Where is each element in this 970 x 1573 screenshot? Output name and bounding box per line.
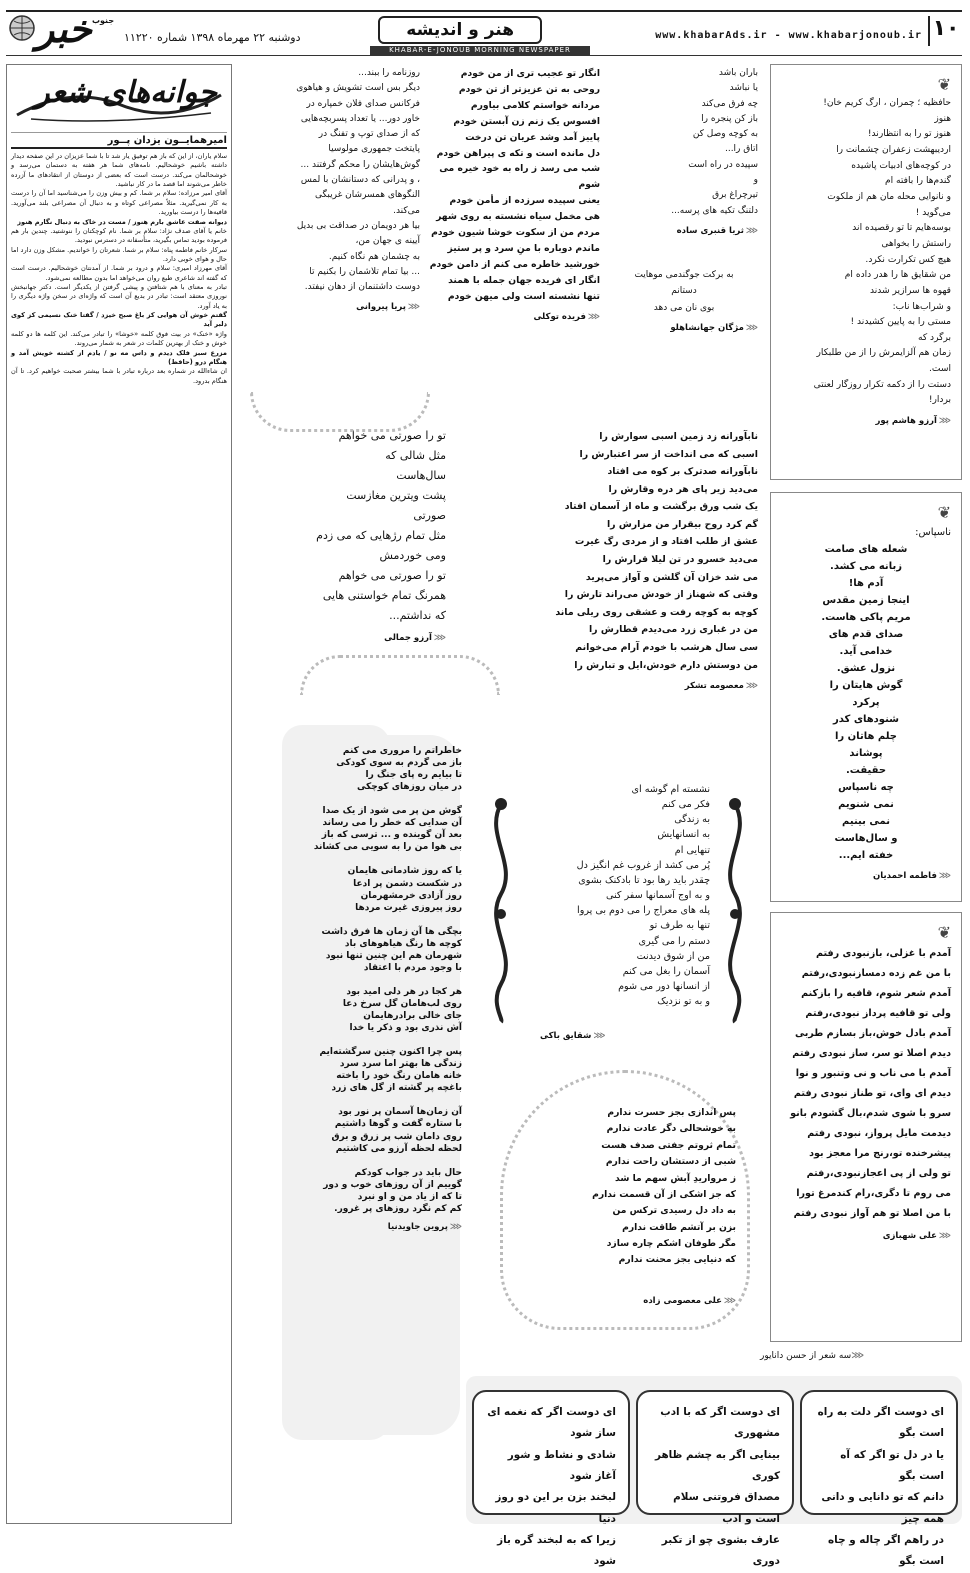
poem-mid5 <box>566 1105 736 1307</box>
poet-signature: ⋘ثریا قنبری ساده <box>676 225 758 236</box>
poem-mid1 <box>286 426 446 644</box>
quote-mark-icon: ⋘ <box>723 1295 736 1306</box>
floral-ornament-icon: ❦ <box>937 75 951 94</box>
floral-ornament-icon: ❦ <box>937 923 951 942</box>
masthead-strip: KHABAR-E-JONOUB MORNING NEWSPAPER <box>370 46 590 55</box>
poem-text: خاطراتم را مروری می کنم باز می گردم به سوی کودکی تا بیایم ره پای جنگ را در میان روزهای کوچکی گوش من پر می شود از یک صدا آن صدایی که خطر را می رساند بعد آن گوینده و ... ترسی که باز بی هوا من را به سویی می کشاند یا که روز شادمانی هایمان در شکست دشمن پر ادعا روز آزادی خرمشهرمان روز پیروزی غیرت مردها بچگی ها آن زمان ها فرق داشت کوچه ها رنگ هیاهوهای باد شهرمان هم این چنین تنها نبود با وجود مردم با اعتقاد هر کجا در هر دلی امید بود روی لب‌هامان گل سرخ دعا جای خالی برادرهایمان آش نذری بود و ذکر یا خدا پس چرا اکنون چنین سرگشته‌ایم زندگی ها بهتر اما سرد سرد خانه هامان رنگ خود را باخته باغچه پر گشته از گل های زرد آن زمان‌ها آسمان پر نور بود با ستاره گفت و گوها داشتیم روی دامان شب پر زرق و برق لحظه لحظه آرزو می کاشتیم حال باید در جواب کودکم گوییم از آن روزهای خوب و دور تا که از یاد من و او نبرد کم کم نگرد روزهای پر غرور. <box>313 746 462 1214</box>
quote-mark-icon: ⋘ <box>745 322 758 333</box>
sidebar-body <box>11 152 227 386</box>
dotted-ornament <box>300 655 500 695</box>
poem-text: باران باشد یا نباشد چه فرق می‌کند باز کن پنجره را به کوچه وصل کن اتاق را... سپیده در راه است و تیرچراغ برق دلتنگ تکیه های پرسه... <box>671 68 758 216</box>
quote-mark-icon: ⋘ <box>851 1351 865 1361</box>
poem-text: روزنامه را ببند... دیگر بس است تشویش و هیاهوی فرکانس صدای فلان خمپاره در خاور دور... یا تعداد پسربچه‌هایی که از صدای توپ و تفنگ در پایتخت جمهوری مولوسیا گوش‌هایشان را محکم گرفتند ... ، و پدرانی که دستانشان با لمس النگوهای همسرشان غریبگی می‌کند. بیا هر دویمان در صداقت بی بدیل آیینه ی جهان من، به چشمان هم نگاه کنیم. ... بیا تمام تلاشمان را بکنیم تا دوست داشتنمان از دهان نیفتد. <box>296 68 420 293</box>
section-title: هنر و اندیشه <box>378 16 542 44</box>
quote-mark-icon: ⋘ <box>938 1230 951 1241</box>
paragraph: واژه «خنک» در بیت فوق کلمه «خوشا» را تبادر می‌کند. این کلمه ها دو کلمه خوش و خنک از بهترین کلمات در شعر به شمار می‌روند. <box>11 329 227 348</box>
paragraph: ان شاءالله در شماره بعد درباره تبادر با شما بیشتر صحبت خواهیم کرد. تا آن هنگام بدرود. <box>11 367 227 385</box>
poem-text: پس اندازی بجز حسرت ندارم به خوشحالی دگر عادت ندارم تمام ثروتم جفتی صدف هست شبی از دستشان راحت ندارم ز مرواریدِ آبش سهم ما شد که جز اشکی از آن قسمت ندارم به داد دل رسیدی ترکس من بزن بر آتشم طاقت ندارم مگر طوفان اشکم چاره سازد که دنیایی بجز محنت ندارم <box>592 1107 736 1266</box>
quote-mark-icon: ⋘ <box>745 225 758 236</box>
issue-date: دوشنبه ۲۲ مهرماه ۱۳۹۸ شماره ۱۱۲۲۰ <box>124 31 301 44</box>
poem-text: تو را صورتی می خواهم مثل شالی که سال‌هاست پشت ویترین مغازست صورتی مثل تمام رژهایی که می زدم ومی خوردمش تو را صورتی می خواهم همرنگ تمام خواستنی هایی که نداشتم... <box>316 429 446 623</box>
quatrain-card: ای دوست اگر دلت به راه است بگو یا در دل تو اگر که آه است بگو دانم که تو دانایی و دانی همه چیز در راهم اگر چاله و چاه است بگو <box>800 1390 958 1515</box>
poem-text: انگار تو عجیب تری از من خودم روحی به تن عزیزتر از تن خودم مردانه خواستم کلامی بیاورم افسوس یک زنم زن آبستن خودم پاییز آمد وشد عریان تن درخت دل مانده است و تکه ی پیراهن خودم شب می رسد ز راه به خود خیره می شوم یعنی سپیده سرزده از مأمن خودم هی مخمل سیاه نشسته به روی شهر مردم من از سکوت خوشا شیون خودم ماندم دوباره با منِ سرد و پر ستیز خورشید خاطره می کنم از دامن خودم انگار ای فریده جهان جمله با همند تنها نشسته است ولی میهن خودم <box>429 68 600 302</box>
poet-signature: ⋘علی معصومی زاده <box>643 1295 736 1306</box>
quote-mark-icon: ⋘ <box>593 1031 606 1041</box>
site-urls[interactable]: www.khabarAds.ir - www.khabarjonoub.ir <box>655 30 922 41</box>
paragraph: سرکار خانم فاطمه پناه: سلام بر شما. شعرتان را خواندیم. مشکل وزن دارد اما حال و هوای خوبی دارد. <box>11 245 227 263</box>
verse: دیوانه صفت عاشق بارم هنوز / مست در خاک به دنبال نگارم هنوز <box>17 217 227 226</box>
quatrain-card: ای دوست اگر که نغمه ای ساز شود شادی و نشاط و شور آغاز شود لبخند بزن بر این دو روز دنیا زیرا که به لبخند گره باز شود <box>472 1390 630 1515</box>
poem-col2 <box>428 66 600 323</box>
poet-signature: ⋘فریده توکلی <box>533 311 600 322</box>
quote-mark-icon: ⋘ <box>407 302 420 313</box>
quatrain-card: ای دوست اگر که با ادب مشهوری بینایی اگر به چشم ظاهر کوری مصداق فروتنی سلام است و ادب عارف بشوی چو از تکبر دوری <box>636 1390 794 1515</box>
poem-mid2 <box>542 428 758 692</box>
sidebar-title: جوانه‌های شعر <box>35 75 217 110</box>
scroll-ornament-icon <box>484 794 518 1024</box>
poem-text: آمدم با غزلی، بازنبودی رفتم با من غم زده دمسازنبودی،رفتم آمدم شعر شوم، قافیه را بازکنم ولی تو قافیه پرداز نبودی،رفتم آمدم بادل خوش،باز بسازم طربی دیدم اصلا تو سر، ساز نبودی رفتم آمدم با می ناب و نی وتنبور و نوا دیدم ای وای، تو طناز نبودی رفتم سرو با شوی شدم،بال گشودم بانو دیدمت مایل پرواز، نبودی رفتم پیشرخنده تو،رنج مرا معجز بود تو ولی از پی اعجازنبودی،رفتم می روم تا دگری،رام کندمرغ تورا با من اصلا تو هم آواز نبودی رفتم <box>790 948 951 1219</box>
sidebar-column <box>6 64 232 1524</box>
quote-mark-icon: ⋘ <box>587 311 600 322</box>
paragraph: آقای امیر مرزاده: سلام بر شما. کم و بیش وزن را می‌شناسید اما آن را درست به کار نمی‌گیرید. مثلاً مصراعی کوتاه و به دنبال آن مصراعی بلند می‌آورید. قافیه‌ها را درست بیاورید. <box>11 189 227 217</box>
poem-text: شعله های صامت زبانه می کشد. آدم ها! اینجا زمین مقدس مریم پاکی هاست. صدای قدم های خدامی آید. نزول عشق. گوش هایتان را پرکرد شنودهای کدر چلم هاتان را پوشاند حقیقت. چه ناسپاس نمی شنویم نمی بینیم و سال‌هاست خفته ایم... <box>821 543 911 861</box>
poem-col3 <box>610 66 758 334</box>
quote-mark-icon: ⋘ <box>449 1221 462 1232</box>
logo-wordmark: خبر <box>36 6 92 51</box>
dotted-ornament <box>250 392 430 432</box>
header-rule <box>6 55 962 56</box>
poem-col1 <box>258 66 420 314</box>
quote-mark-icon: ⋘ <box>938 870 951 881</box>
poem-mid3 <box>302 745 462 1233</box>
poem-text: نشسته ام گوشه ای فکر می کنم به زندگی به انسانهایش تنهایی ام پُر می کشد از غروب غم انگیز دل چقدر باید رها بود تا بادکنک بشوی و به اوج آسمانها سفر کنی پله های معراج را می دوم بی پروا تنها به طرف تو دستم را می گیری من از شوق دیدنت آسمان را بغل می کنم از انسانها دور می شوم و به تو نزدیک <box>576 784 710 1008</box>
poet-signature: ⋘شقایق باکی <box>540 1031 606 1041</box>
bottom-credit: ⋘سه شعر از حسن دانایور <box>760 1351 865 1361</box>
poem-col5 <box>770 492 962 902</box>
paragraph: تبادر به معنای با هم شتافتن و پیشی گرفتن از یکدیگر است. دکتر جهانبخش نوروزی معتقد است: تبادر در بدیع آن است که واژه‌ای در سخن واژه دیگری را به یاد آورد. <box>11 283 227 310</box>
verse: گفتم خوش آن هوایی کز باغ صبح خیزد / گفتا خنک نسیمی کز کوی دلبر آید <box>11 311 227 329</box>
poet-signature: ⋘پروین جاویدنیا <box>387 1221 462 1232</box>
newspaper-logo <box>6 6 118 56</box>
floral-ornament-icon: ❦ <box>937 503 951 522</box>
poet-signature: ⋘علی شهبازی <box>882 1230 951 1241</box>
verse: مزرع سبز فلک دیدم و داس مه نو / یادم از کشته خویش آمد و هنگام درو (حافظ) <box>11 348 227 366</box>
poem-text: حافظیه ؛ چمران ، ارگ کریم خان! هنوز هنوز تو را به انتظارند! اردیبهشت زعفران چشمانت را در کوچه‌های ادبیات پاشیده گندم‌ها را بافته ام و نانوایی محله مان هم از ملکوت می‌گوید ! بوسه‌هایم تا تو رقصیده اند راستش را بخواهی هیچ کس تکرارت نکرد. من شقایق ها را هدر داده ام قهوه ها سرازیر شدند و شراب‌ها ناب: مستی را به پایین کشیدند ! برگرد که زمان هم آلزایمرش را از من طلبکار است. دستت را از دکمه تکرار روزگار لعنتی بردار! <box>813 98 951 406</box>
poem-text: به برکت جوگندمی موهایت دستانم بوی نان می دهد <box>634 270 734 313</box>
sidebar-author: امیرهمایــون یزدان پــور <box>11 135 227 149</box>
poem-mid4 <box>470 778 766 1068</box>
paragraph: خانم یا آقای صدف نژاد: سلام بر شما. نام کوچکتان را ننوشتید. چندین بار هم فرموده بودید تماس بگیرید، متأسفانه در دسترس نبودید. <box>11 226 227 245</box>
sidebar-title-box <box>11 67 227 133</box>
poet-signature: ⋘مژگان جهانشاهلو <box>670 322 758 333</box>
poem-text: نابآورانه زد زمین اسبی سوارش را اسبی که می انداخت از سر اعتبارش را نابآورانه صدترک بر کوه می افتاد می‌دید زیر پای هر دره وقارش را یک شب ورق برگشت و ماه از آسمان افتاد گم کرد روح بیقرار من مزارش را عشق از طلب افتاد و از مردی رگ غیرت می‌دید خسرو در تن لیلا قرارش را می شد خزان آن گلشن و آواز می‌پرید وقتی که شهناز از خودش می‌راند تارش را کوچه به کوچه رفت و عشقی روی ریلی ماند من در غباری زرد می‌دیدم قطارش را سی سال هرشب با خودم آرام می‌خوانم من دوستش دارم خودش،ایل و تبارش را <box>555 431 758 671</box>
paragraph: آقای مهرزاد امیری: سلام و درود بر شما. از آمدنتان خوشحالیم. درست است که گفته اند شاعری طبع روان می‌خواهد اما بدون مطالعه نمی‌شود. <box>11 264 227 282</box>
poem-title: ناسپاس: <box>915 527 951 539</box>
scroll-ornament-icon <box>718 794 752 1024</box>
poem-col4 <box>770 64 962 480</box>
paragraph: سلام یاران، از این که باز هم توفیق یار شد تا با شما عزیزان در این صفحه دیدار داشته باشیم خوشحالیم. نامه‌های شما هر هفته به دستمان می‌رسد و خوشحالمان می‌کند. درست است که بعضی از دوستان از انتقادهای ما آزرده خاطر می‌شوند اما قصد ما در کار نباشید. <box>11 152 227 189</box>
quote-mark-icon: ⋘ <box>938 416 951 426</box>
page-number: ۱۰ <box>928 16 962 46</box>
poet-signature: ⋘آرزو جمالی <box>384 633 446 644</box>
poet-signature: ⋘معصومه تشکر <box>684 681 758 692</box>
poet-signature: ⋘فاطمه احمدیان <box>873 870 951 881</box>
logo-subtitle: جنوب <box>92 16 115 25</box>
poem-col6 <box>770 912 962 1342</box>
quote-mark-icon: ⋘ <box>745 681 758 692</box>
quote-mark-icon: ⋘ <box>433 633 446 644</box>
poet-signature: ⋘پریا پیروانی <box>356 302 420 313</box>
poet-signature: ⋘آرزو هاشم پور <box>875 416 951 426</box>
